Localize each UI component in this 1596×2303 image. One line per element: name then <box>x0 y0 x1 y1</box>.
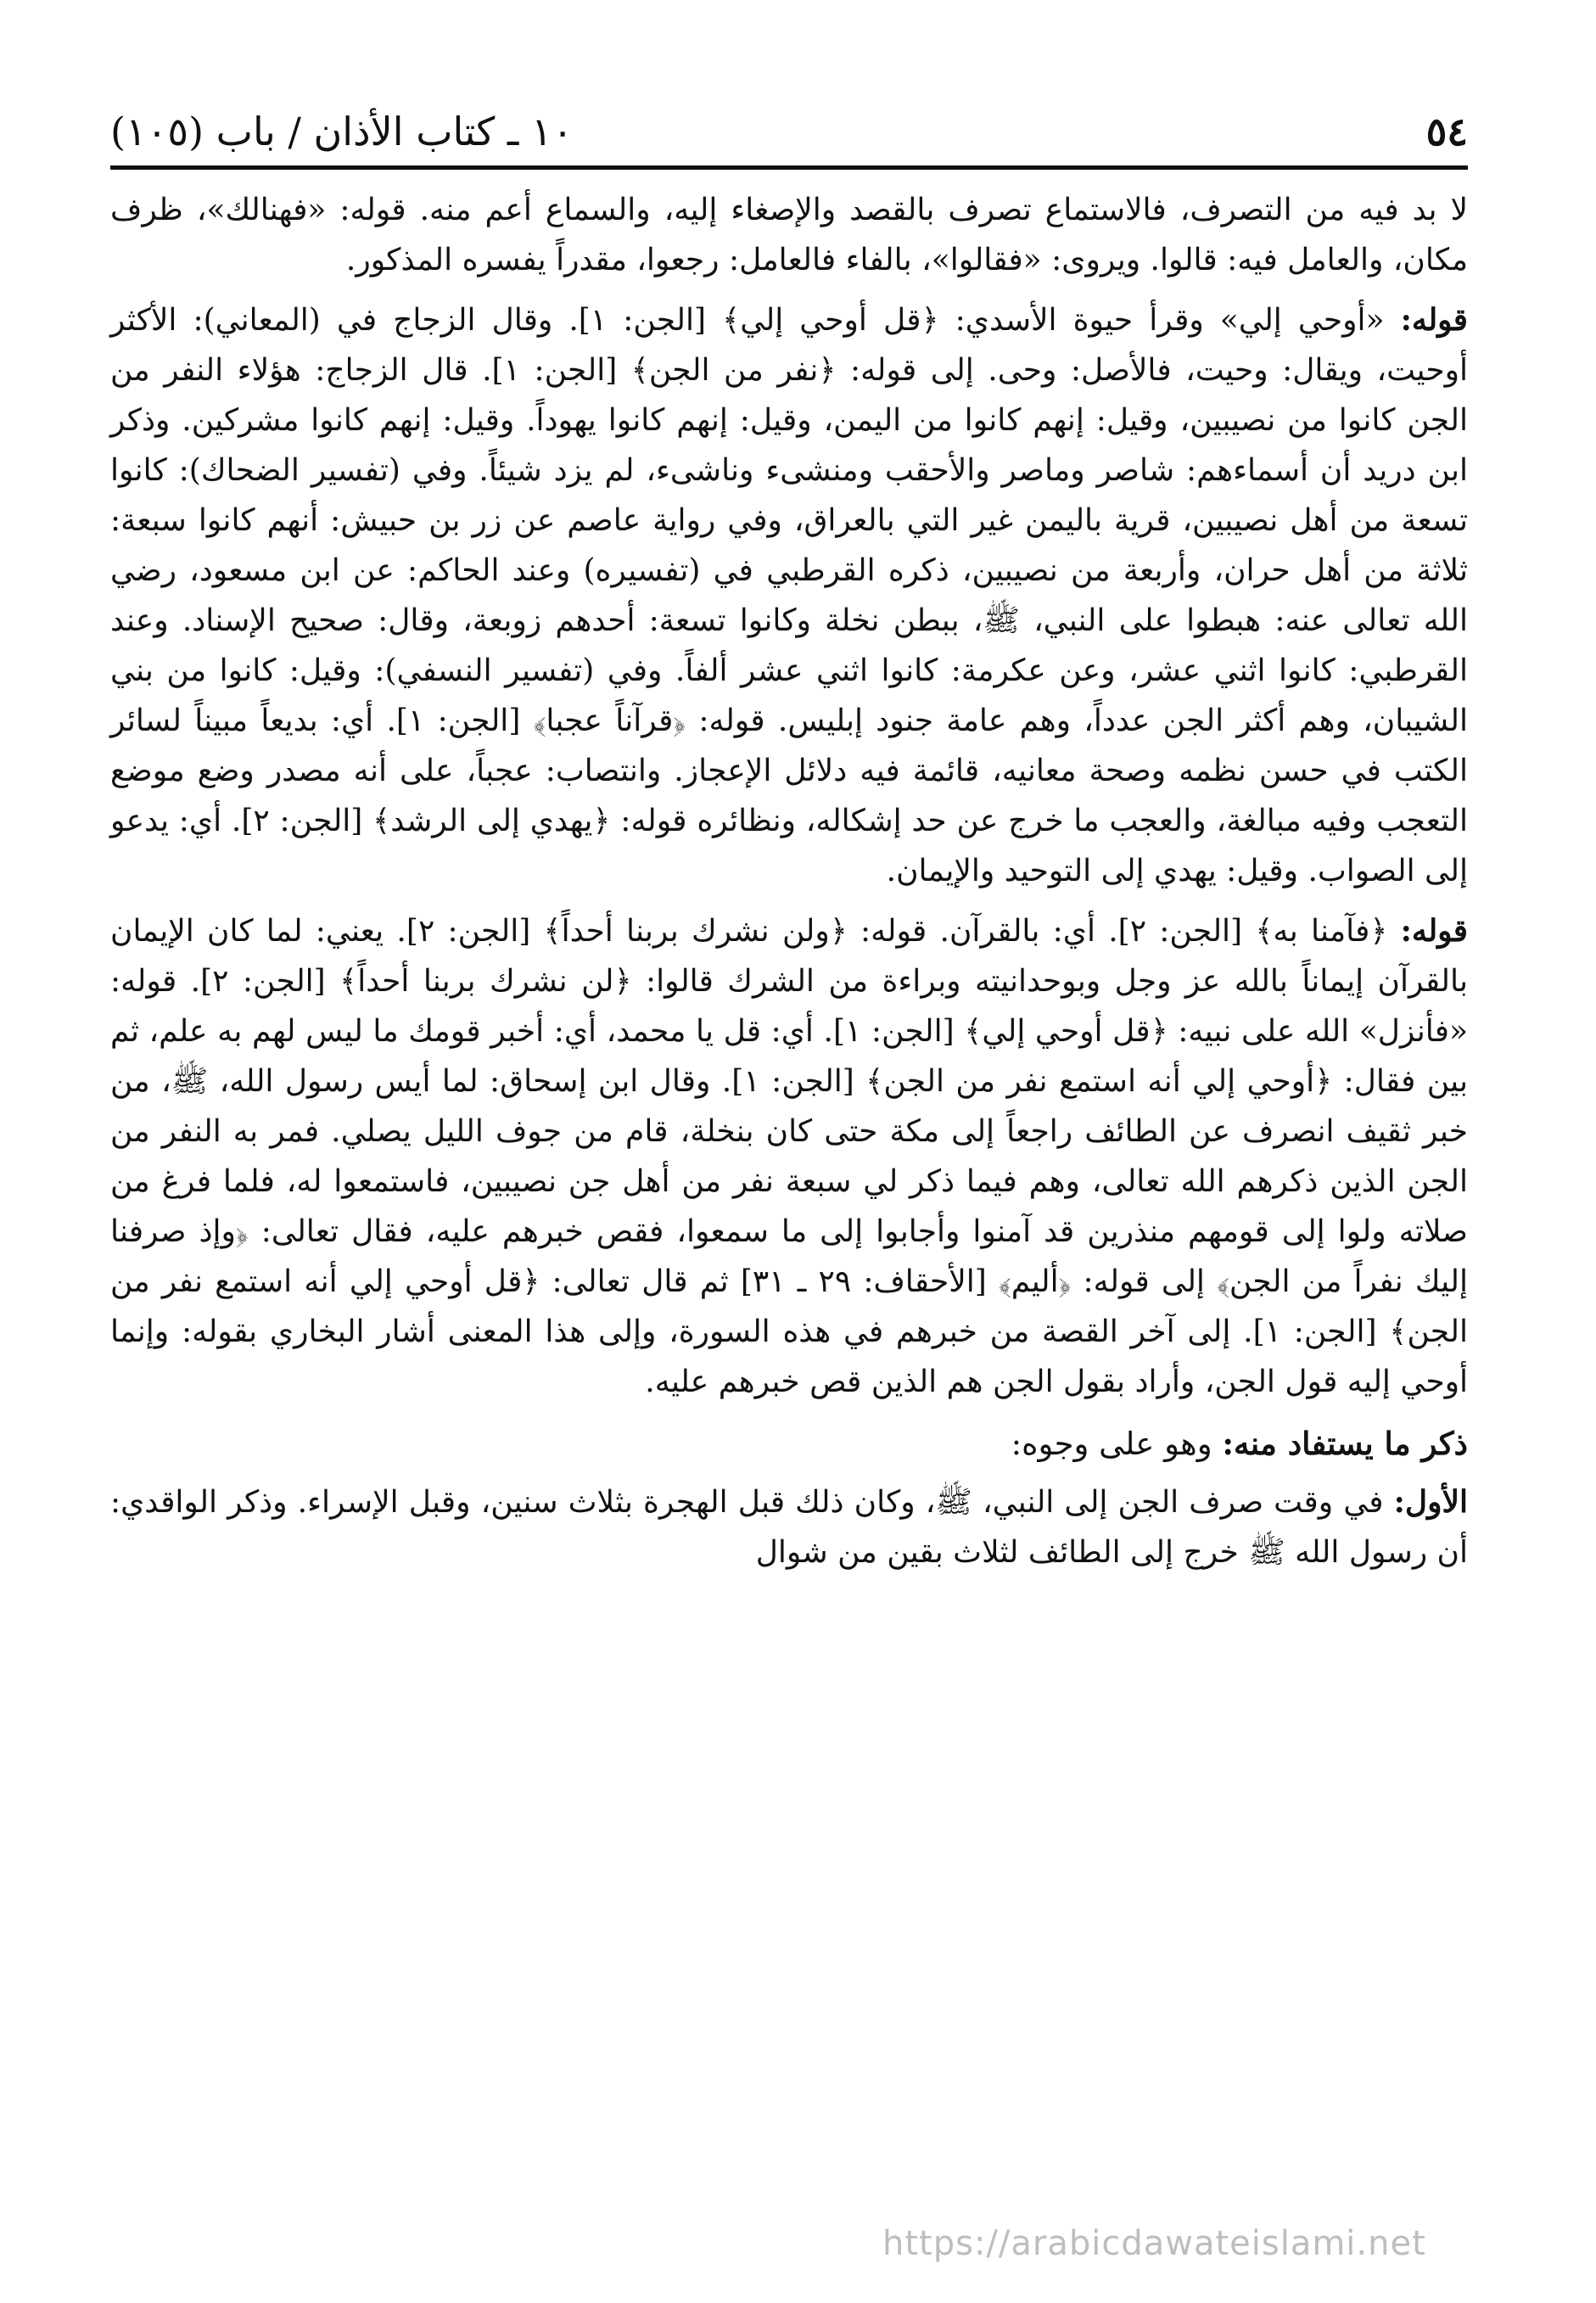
section-heading-text: وهو على وجوه: <box>1011 1426 1223 1462</box>
body-text <box>110 185 1468 1588</box>
final-paragraph <box>110 1477 1468 1577</box>
running-title: ١٠ ـ كتاب الأذان / باب (١٠٥) <box>110 109 574 154</box>
paragraph-1 <box>110 185 1468 285</box>
final-paragraph-text: في وقت صرف الجن إلى النبي، ﷺ، وكان ذلك قبل الهجرة بثلاث سنين، وقبل الإسراء. وذكر الواقدي: أن رسول الله ﷺ خرج إلى الطائف لثلاث بقين من شوال <box>110 1485 1468 1570</box>
paragraph-3-lead: قوله: <box>1400 913 1468 949</box>
final-paragraph-lead: الأول: <box>1393 1484 1468 1520</box>
paragraph-2-lead: قوله: <box>1400 302 1468 338</box>
paragraph-3 <box>110 906 1468 1407</box>
paragraph-2 <box>110 295 1468 896</box>
watermark-url: https://arabicdawateislami.net <box>882 2224 1426 2263</box>
header-rule <box>110 165 1468 170</box>
page-number: ٥٤ <box>1425 109 1468 154</box>
section-heading <box>110 1419 1468 1469</box>
paragraph-2-text: «أوحي إلي» وقرأ حيوة الأسدي: ﴿قل أوحي إلي﴾ [الجن: ١]. وقال الزجاج في (المعاني): الأكثر أوحيت، ويقال: وحيت، فالأصل: وحى. إلى قوله: ﴿نفر من الجن﴾ [الجن: ١]. قال الزجاج: هؤلاء النفر من الجن كانوا من نصيبين، وقيل: إنهم كانوا من اليمن، وقيل: إنهم كانوا يهوداً. وقيل: إنهم كانوا مشركين. وذكر ابن دريد أن أسماءهم: شاصر وماصر والأحقب ومنشىء وناشىء، لم يزد شيئاً. وفي (تفسير الضحاك): كانوا تسعة من أهل نصيبين، قرية باليمن غير التي بالعراق، وفي رواية عاصم عن زر بن حبيش: أنهم كانوا سبعة: ثلاثة من أهل حران، وأربعة من نصيبين، ذكره القرطبي في (تفسيره) وعند الحاكم: عن ابن مسعود، رضي الله تعالى عنه: هبطوا على النبي، ﷺ، ببطن نخلة وكانوا تسعة: أحدهم زوبعة، وقال: صحيح الإسناد. وعند القرطبي: كانوا اثني عشر، وعن عكرمة: كانوا اثني عشر ألفاً. وفي (تفسير النسفي): وقيل: كانوا من بني الشيبان، وهم أكثر الجن عدداً، وهم عامة جنود إبليس. قوله: ﴿قرآناً عجبا﴾ [الجن: ١]. أي: بديعاً مبيناً لسائر الكتب في حسن نظمه وصحة معانيه، قائمة فيه دلائل الإعجاز. وانتصاب: عجباً، على أنه مصدر وضع موضع التعجب وفيه مبالغة، والعجب ما خرج عن حد إشكاله، ونظائره قوله: ﴿يهدي إلى الرشد﴾ [الجن: ٢]. أي: يدعو إلى الصواب. وقيل: يهدي إلى التوحيد والإيمان. <box>110 303 1468 888</box>
section-heading-lead: ذكر ما يستفاد منه: <box>1222 1425 1468 1462</box>
paragraph-3-text: ﴿فآمنا به﴾ [الجن: ٢]. أي: بالقرآن. قوله: ﴿ولن نشرك بربنا أحداً﴾ [الجن: ٢]. يعني: لما كان الإيمان بالقرآن إيماناً بالله عز وجل وبوحدانيته وبراءة من الشرك قالوا: ﴿لن نشرك بربنا أحداً﴾ [الجن: ٢]. قوله: «فأنزل» الله على نبيه: ﴿قل أوحي إلي﴾ [الجن: ١]. أي: قل يا محمد، أي: أخبر قومك ما ليس لهم به علم، ثم بين فقال: ﴿أوحي إلي أنه استمع نفر من الجن﴾ [الجن: ١]. وقال ابن إسحاق: لما أيس رسول الله، ﷺ، من خبر ثقيف انصرف عن الطائف راجعاً إلى مكة حتى كان بنخلة، قام من جوف الليل يصلي. فمر به النفر من الجن الذين ذكرهم الله تعالى، وهم فيما ذكر لي سبعة نفر من أهل جن نصيبين، فاستمعوا له، فلما فرغ من صلاته ولوا إلى قومهم منذرين قد آمنوا وأجابوا إلى ما سمعوا، فقص خبرهم عليه، فقال تعالى: ﴿وإذ صرفنا إليك نفراً من الجن﴾ إلى قوله: ﴿أليم﴾ [الأحقاف: ٢٩ ـ ٣١] ثم قال تعالى: ﴿قل أوحي إلي أنه استمع نفر من الجن﴾ [الجن: ١]. إلى آخر القصة من خبرهم في هذه السورة، وإلى هذا المعنى أشار البخاري بقوله: وإنما أوحي إليه قول الجن، وأراد بقول الجن هم الذين قص خبرهم عليه. <box>110 914 1469 1399</box>
paragraph-1-text: لا بد فيه من التصرف، فالاستماع تصرف بالقصد والإصغاء إليه، والسماع أعم منه. قوله: «فهنالك»، ظرف مكان، والعامل فيه: قالوا. ويروى: «فقالوا»، بالفاء فالعامل: رجعوا، مقدراً يفسره المذكور. <box>110 193 1468 277</box>
page-header <box>110 93 1468 161</box>
